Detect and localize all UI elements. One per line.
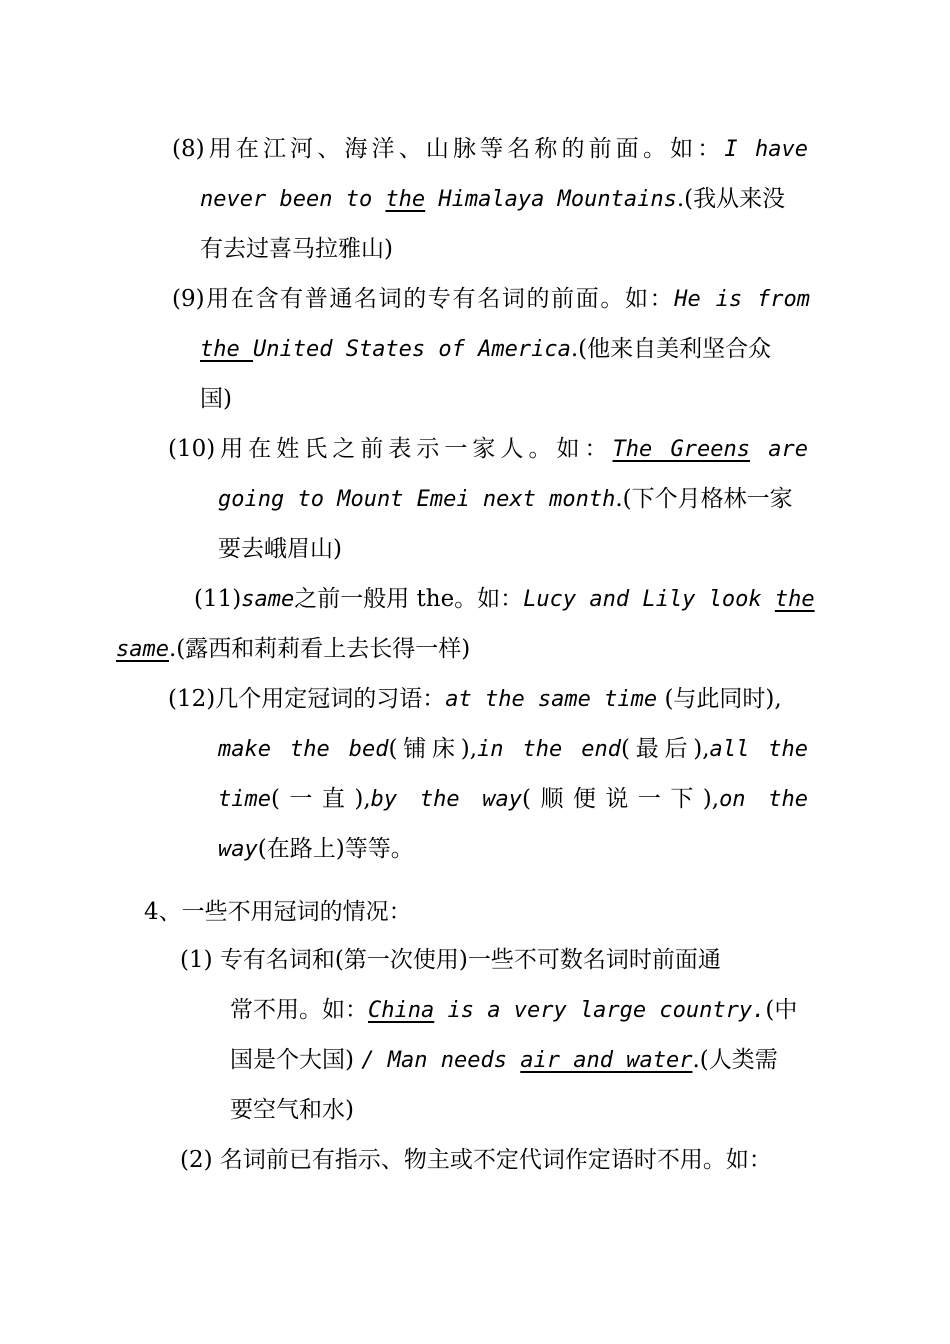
item-12-line-4: way(在路上)等等。 (218, 836, 414, 862)
rule-1-line-4: 要空气和水) (230, 1097, 354, 1123)
item-9-line-3: 国) (200, 386, 232, 412)
item-10-line-2: going to Mount Emei next month.(下个月格林一家 (218, 486, 793, 512)
rule-1-line-2: 常不用。如：China is a very large country.(中 (230, 997, 798, 1023)
section-4-heading: 4、一些不用冠词的情况： (144, 899, 412, 925)
item-8-line-1: (8)用在江河、海洋、山脉等名称的前面。如：I have (172, 136, 808, 162)
rule-2-line-1: (2) 名词前已有指示、物主或不定代词作定语时不用。如： (180, 1147, 772, 1173)
rule-1-line-3: 国是个大国) / Man needs air and water.(人类需 (230, 1047, 778, 1073)
item-12-line-1: (12)几个用定冠词的习语：at the same time (与此同时), (168, 686, 782, 712)
item-9-line-1: (9)用在含有普通名词的专有名词的前面。如：He is from (172, 286, 810, 312)
item-12-line-3: time(一直),by the way(顺便说一下),on the (218, 786, 808, 812)
item-11-line-1: (11)same之前一般用 the。如：Lucy and Lily look the (194, 586, 815, 612)
item-11-line-2: same.(露西和莉莉看上去长得一样) (116, 636, 471, 662)
item-9-line-2: the United States of America.(他来自美利坚合众 (200, 336, 772, 362)
item-10-line-3: 要去峨眉山) (218, 536, 342, 562)
item-8-line-3: 有去过喜马拉雅山) (200, 236, 393, 262)
item-8-line-2: never been to the Himalaya Mountains.(我从来没 (200, 186, 786, 212)
item-10-line-1: (10)用在姓氏之前表示一家人。如：The Greens are (168, 436, 808, 462)
rule-1-line-1: (1) 专有名词和(第一次使用)一些不可数名词时前面通 (180, 947, 721, 973)
item-12-line-2: make the bed(铺床),in the end(最后),all the (218, 736, 808, 762)
